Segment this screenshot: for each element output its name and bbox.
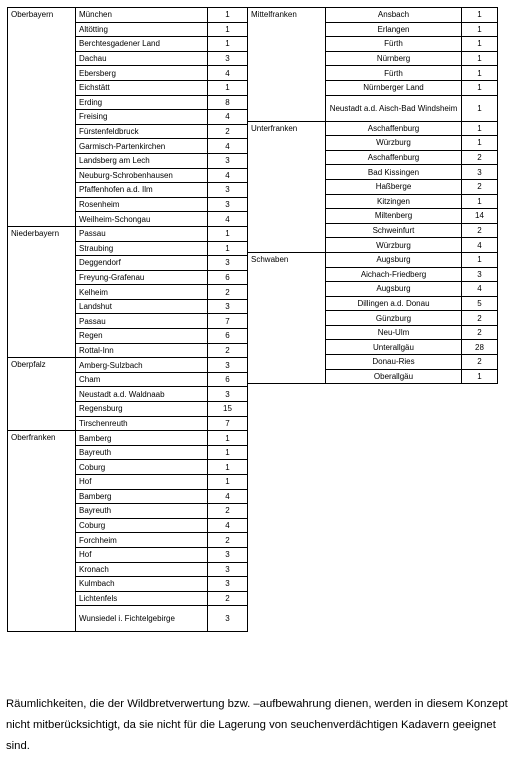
count-cell: 1 <box>462 66 498 81</box>
district-cell: Fürth <box>326 37 462 52</box>
district-cell: Augsburg <box>326 252 462 267</box>
count-cell: 7 <box>208 314 248 329</box>
count-cell: 7 <box>208 416 248 431</box>
district-cell: Freising <box>76 110 208 125</box>
district-cell: Neustadt a.d. Aisch-Bad Windsheim <box>326 95 462 121</box>
count-cell: 1 <box>462 51 498 66</box>
district-cell: Freyung-Grafenau <box>76 270 208 285</box>
district-cell: Fürth <box>326 66 462 81</box>
district-cell: Passau <box>76 314 208 329</box>
count-cell: 2 <box>208 504 248 519</box>
district-cell: Dachau <box>76 51 208 66</box>
count-cell: 3 <box>208 358 248 373</box>
district-cell: Würzburg <box>326 238 462 253</box>
count-cell: 2 <box>208 591 248 606</box>
table-row <box>8 358 248 373</box>
count-cell: 1 <box>208 8 248 23</box>
district-cell: Berchtesgadener Land <box>76 37 208 52</box>
count-cell: 6 <box>208 329 248 344</box>
count-cell: 5 <box>462 296 498 311</box>
district-cell: Regen <box>76 329 208 344</box>
count-cell: 15 <box>208 402 248 417</box>
count-cell: 1 <box>462 22 498 37</box>
count-cell: 6 <box>208 372 248 387</box>
count-cell: 2 <box>462 179 498 194</box>
count-cell: 1 <box>208 37 248 52</box>
district-cell: Straubing <box>76 241 208 256</box>
district-cell: Ansbach <box>326 8 462 23</box>
district-cell: Kelheim <box>76 285 208 300</box>
count-cell: 1 <box>462 80 498 95</box>
district-cell: Würzburg <box>326 136 462 151</box>
district-cell: Kulmbach <box>76 577 208 592</box>
district-cell: Pfaffenhofen a.d. Ilm <box>76 183 208 198</box>
district-cell: Aichach-Friedberg <box>326 267 462 282</box>
district-cell: Neustadt a.d. Waldnaab <box>76 387 208 402</box>
count-cell: 1 <box>208 460 248 475</box>
region-cell: Oberpfalz <box>8 358 76 431</box>
district-cell: Schweinfurt <box>326 223 462 238</box>
district-cell: Bayreuth <box>76 445 208 460</box>
district-cell: Donau-Ries <box>326 355 462 370</box>
count-cell: 3 <box>208 547 248 562</box>
district-cell: Deggendorf <box>76 256 208 271</box>
district-cell: Forchheim <box>76 533 208 548</box>
count-cell: 2 <box>462 325 498 340</box>
count-cell: 28 <box>462 340 498 355</box>
table-row <box>8 226 248 241</box>
district-cell: Rosenheim <box>76 197 208 212</box>
district-cell: Tirschenreuth <box>76 416 208 431</box>
count-cell: 8 <box>208 95 248 110</box>
district-cell: Unterallgäu <box>326 340 462 355</box>
district-cell: Wunsiedel i. Fichtelgebirge <box>76 606 208 632</box>
count-cell: 3 <box>208 256 248 271</box>
count-cell: 2 <box>208 124 248 139</box>
count-cell: 1 <box>208 22 248 37</box>
count-cell: 1 <box>462 95 498 121</box>
count-cell: 3 <box>208 577 248 592</box>
table-row <box>248 121 498 136</box>
count-cell: 1 <box>462 194 498 209</box>
district-cell: Weilheim-Schongau <box>76 212 208 227</box>
district-cell: Augsburg <box>326 282 462 297</box>
district-cell: Hof <box>76 475 208 490</box>
count-cell: 1 <box>462 121 498 136</box>
district-cell: Altötting <box>76 22 208 37</box>
district-cell: München <box>76 8 208 23</box>
count-cell: 1 <box>462 37 498 52</box>
district-cell: Oberallgäu <box>326 369 462 384</box>
region-cell: Mittelfranken <box>248 8 326 122</box>
district-cell: Neu-Ulm <box>326 325 462 340</box>
district-cell: Aschaffenburg <box>326 121 462 136</box>
region-cell: Oberbayern <box>8 8 76 227</box>
table-row <box>8 431 248 446</box>
count-cell: 2 <box>208 533 248 548</box>
district-cell: Dillingen a.d. Donau <box>326 296 462 311</box>
district-cell: Neuburg-Schrobenhausen <box>76 168 208 183</box>
district-cell: Bamberg <box>76 489 208 504</box>
district-cell: Haßberge <box>326 179 462 194</box>
region-cell: Niederbayern <box>8 226 76 357</box>
count-cell: 4 <box>208 110 248 125</box>
count-cell: 1 <box>208 475 248 490</box>
district-cell: Cham <box>76 372 208 387</box>
district-cell: Aschaffenburg <box>326 150 462 165</box>
region-cell: Schwaben <box>248 252 326 383</box>
count-cell: 3 <box>208 197 248 212</box>
district-cell: Hof <box>76 547 208 562</box>
count-cell: 4 <box>208 168 248 183</box>
district-cell: Erlangen <box>326 22 462 37</box>
district-cell: Erding <box>76 95 208 110</box>
count-cell: 3 <box>208 387 248 402</box>
count-cell: 2 <box>462 311 498 326</box>
region-cell: Oberfranken <box>8 431 76 632</box>
district-cell: Lichtenfels <box>76 591 208 606</box>
count-cell: 6 <box>208 270 248 285</box>
count-cell: 14 <box>462 209 498 224</box>
count-cell: 1 <box>208 445 248 460</box>
count-cell: 3 <box>208 51 248 66</box>
count-cell: 1 <box>462 369 498 384</box>
count-cell: 1 <box>462 252 498 267</box>
district-cell: Nürnberger Land <box>326 80 462 95</box>
count-cell: 4 <box>208 518 248 533</box>
district-cell: Regensburg <box>76 402 208 417</box>
count-cell: 3 <box>462 165 498 180</box>
count-cell: 2 <box>208 285 248 300</box>
district-cell: Nürnberg <box>326 51 462 66</box>
count-cell: 1 <box>208 80 248 95</box>
district-cell: Miltenberg <box>326 209 462 224</box>
district-cell: Kronach <box>76 562 208 577</box>
district-cell: Fürstenfeldbruck <box>76 124 208 139</box>
count-cell: 4 <box>462 282 498 297</box>
district-cell: Rottal-Inn <box>76 343 208 358</box>
count-cell: 3 <box>208 153 248 168</box>
count-cell: 3 <box>208 562 248 577</box>
count-cell: 3 <box>208 183 248 198</box>
body-paragraph: Räumlichkeiten, die der Wildbretverwertung bzw. –aufbewahrung dienen, werden in diesem Konzept nicht mitberücksichtigt, da sie nicht für die Lagerung von seuchenverdächtigen Kadavern geeignet sind. <box>6 698 508 752</box>
district-cell: Passau <box>76 226 208 241</box>
table-row <box>248 8 498 23</box>
count-cell: 1 <box>462 8 498 23</box>
district-cell: Coburg <box>76 460 208 475</box>
district-cell: Bayreuth <box>76 504 208 519</box>
count-cell: 4 <box>208 139 248 154</box>
right-table <box>247 7 498 384</box>
count-cell: 4 <box>462 238 498 253</box>
count-cell: 1 <box>208 241 248 256</box>
count-cell: 2 <box>208 343 248 358</box>
count-cell: 2 <box>462 223 498 238</box>
left-table <box>7 7 248 632</box>
district-cell: Eichstätt <box>76 80 208 95</box>
district-cell: Landsberg am Lech <box>76 153 208 168</box>
count-cell: 1 <box>462 136 498 151</box>
count-cell: 1 <box>208 226 248 241</box>
count-cell: 3 <box>462 267 498 282</box>
count-cell: 2 <box>462 355 498 370</box>
district-cell: Garmisch-Partenkirchen <box>76 139 208 154</box>
table-row <box>8 8 248 23</box>
region-cell: Unterfranken <box>248 121 326 252</box>
district-cell: Kitzingen <box>326 194 462 209</box>
district-cell: Amberg-Sulzbach <box>76 358 208 373</box>
count-cell: 4 <box>208 66 248 81</box>
table-row <box>248 252 498 267</box>
district-cell: Bad Kissingen <box>326 165 462 180</box>
district-cell: Coburg <box>76 518 208 533</box>
district-cell: Ebersberg <box>76 66 208 81</box>
count-cell: 4 <box>208 489 248 504</box>
count-cell: 4 <box>208 212 248 227</box>
district-cell: Bamberg <box>76 431 208 446</box>
count-cell: 2 <box>462 150 498 165</box>
count-cell: 1 <box>208 431 248 446</box>
district-cell: Landshut <box>76 299 208 314</box>
district-count-tables <box>7 7 497 692</box>
count-cell: 3 <box>208 606 248 632</box>
district-cell: Günzburg <box>326 311 462 326</box>
count-cell: 3 <box>208 299 248 314</box>
